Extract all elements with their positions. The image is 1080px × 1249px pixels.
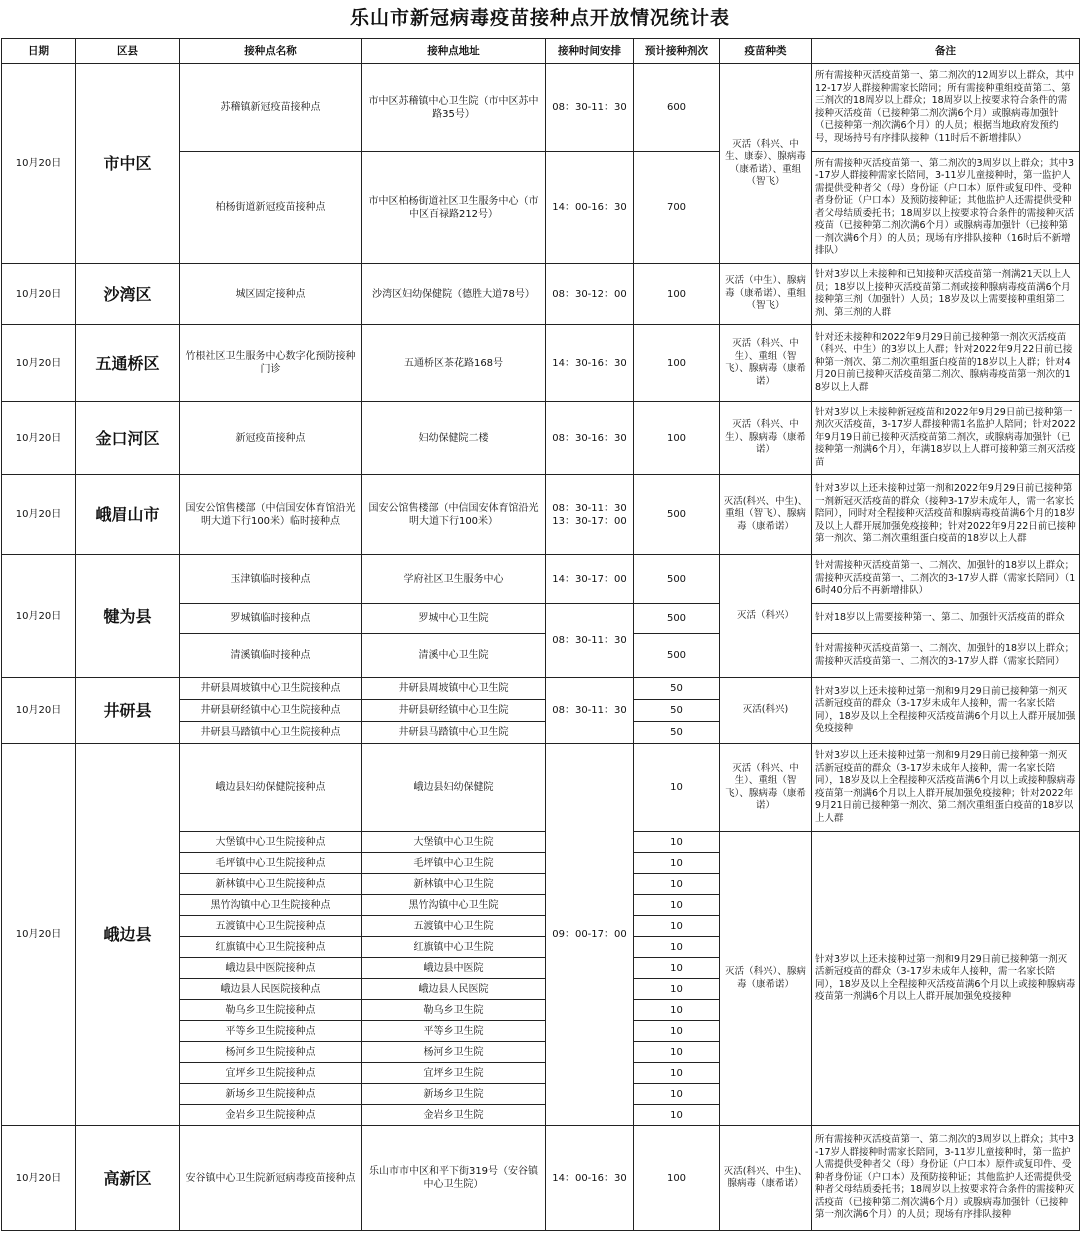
doses-cell: 50 — [634, 700, 720, 722]
doses-cell: 10 — [634, 853, 720, 874]
site-name-cell: 金岩乡卫生院接种点 — [180, 1105, 362, 1126]
site-name-cell: 井研县研经镇中心卫生院接种点 — [180, 700, 362, 722]
address-cell: 妇幼保健院二楼 — [362, 402, 546, 475]
district-cell: 沙湾区 — [76, 264, 180, 325]
site-name-cell: 城区固定接种点 — [180, 264, 362, 325]
doses-cell: 500 — [634, 634, 720, 678]
doses-cell: 100 — [634, 325, 720, 402]
doses-cell: 100 — [634, 402, 720, 475]
vaccine-cell: 灭活(科兴) — [720, 678, 812, 744]
header-doses: 预计接种剂次 — [634, 39, 720, 64]
note-cell: 针对3岁以上未接种新冠疫苗和2022年9月29日前已接种第一剂次灭活疫苗，3-17岁人群接种需1名监护人陪同；针对2022年9月19日前已接种灭活疫苗第二剂次，或腺病毒加强针（已接种第一剂满6个月），年满18岁以上人群可接种第三剂灭活疫苗 — [812, 402, 1080, 475]
table-row — [2, 402, 1080, 475]
site-name-cell: 井研县马踏镇中心卫生院接种点 — [180, 722, 362, 744]
address-cell: 红旗镇中心卫生院 — [362, 937, 546, 958]
doses-cell: 50 — [634, 722, 720, 744]
address-cell: 新场乡卫生院 — [362, 1084, 546, 1105]
site-name-cell: 毛坪镇中心卫生院接种点 — [180, 853, 362, 874]
address-cell: 井研县马踏镇中心卫生院 — [362, 722, 546, 744]
address-cell: 五渡镇中心卫生院 — [362, 916, 546, 937]
note-cell: 针对需接种灭活疫苗第一、二剂次、加强针的18岁以上群众；需接种灭活疫苗第一、二剂次的3-17岁人群（需家长陪同）（16时40分后不再新增排队） — [812, 555, 1080, 604]
header-notes: 备注 — [812, 39, 1080, 64]
date-cell: 10月20日 — [2, 744, 76, 1126]
date-cell: 10月20日 — [2, 264, 76, 325]
table-row — [2, 325, 1080, 402]
header-date: 日期 — [2, 39, 76, 64]
site-name-cell: 玉津镇临时接种点 — [180, 555, 362, 604]
doses-cell: 10 — [634, 1000, 720, 1021]
doses-cell: 500 — [634, 475, 720, 555]
doses-cell: 500 — [634, 555, 720, 604]
address-cell: 乐山市市中区和平下街319号（安谷镇中心卫生院） — [362, 1126, 546, 1231]
site-name-cell: 五渡镇中心卫生院接种点 — [180, 916, 362, 937]
table-row — [2, 555, 1080, 604]
header-vaccine: 疫苗种类 — [720, 39, 812, 64]
note-cell: 所有需接种灭活疫苗第一、第二剂次的3周岁以上群众；其中3-17岁人群接种需家长陪同，3-11岁儿童接种时，第一监护人需提供受种者父（母）身份证（户口本）原件或复印件、受种者身份证（户口本）及预防接种证；其他监护人还需提供受种者父母结质委托书；18周岁以上按要求符合条件的需接种灭活疫苗（已接种第二剂次满6个月）或腺病毒加强针（已接种第一剂次满6个月）的人员；现场有序排队接种（16时后不新增排队） — [812, 152, 1080, 264]
page-title: 乐山市新冠病毒疫苗接种点开放情况统计表 — [349, 7, 730, 29]
vaccine-cell: 灭活（科兴、中生）、重组（智飞）、腺病毒（康希诺） — [720, 325, 812, 402]
address-cell: 杨河乡卫生院 — [362, 1042, 546, 1063]
vaccination-sites-table — [1, 38, 1080, 1231]
vaccine-cell: 灭活（科兴） — [720, 555, 812, 678]
district-cell: 五通桥区 — [76, 325, 180, 402]
vaccine-cell: 灭活（科兴、中生）、腺病毒（康希诺） — [720, 402, 812, 475]
address-cell: 井研县研经镇中心卫生院 — [362, 700, 546, 722]
table-row — [2, 1126, 1080, 1231]
site-name-cell: 井研县周坡镇中心卫生院接种点 — [180, 678, 362, 700]
site-name-cell: 新林镇中心卫生院接种点 — [180, 874, 362, 895]
time-cell: 14：00-16：30 — [546, 1126, 634, 1231]
date-cell: 10月20日 — [2, 555, 76, 678]
note-cell: 针对需接种灭活疫苗第一、二剂次、加强针的18岁以上群众；需接种灭活疫苗第一、二剂次的3-17岁人群（需家长陪同） — [812, 634, 1080, 678]
table-row — [2, 678, 1080, 700]
doses-cell: 10 — [634, 1042, 720, 1063]
address-cell: 沙湾区妇幼保健院（德胜大道78号） — [362, 264, 546, 325]
note-cell: 针对3岁以上还未接种过第一剂和9月29日前已接种第一剂灭活新冠疫苗的群众（3-17岁未成年人接种，需一名家长陪同），18岁及以上全程接种灭活疫苗满6个月以上或接种腺病毒疫苗第一剂满6个月以上人群开展加强免疫接种 — [812, 832, 1080, 1126]
doses-cell: 10 — [634, 895, 720, 916]
date-cell: 10月20日 — [2, 678, 76, 744]
address-cell: 学府社区卫生服务中心 — [362, 555, 546, 604]
doses-cell: 100 — [634, 264, 720, 325]
time-cell: 14：30-16：30 — [546, 325, 634, 402]
site-name-cell: 杨河乡卫生院接种点 — [180, 1042, 362, 1063]
site-name-cell: 峨边县人民医院接种点 — [180, 979, 362, 1000]
doses-cell: 10 — [634, 1021, 720, 1042]
district-cell: 峨边县 — [76, 744, 180, 1126]
site-name-cell: 柏杨街道新冠疫苗接种点 — [180, 152, 362, 264]
site-name-cell: 大堡镇中心卫生院接种点 — [180, 832, 362, 853]
note-cell: 所有需接种灭活疫苗第一、第二剂次的3周岁以上群众；其中3-17岁人群接种时需家长陪同，3-11岁儿童接种时，第一监护人需提供受种者父（母）身份证（户口本）原件或复印件、受种者身份证（户口本）及预防接种证；其他监护人还需提供受种者父母结质委托书；18周岁以上按要求符合条件的需接种灭活疫苗（已接种第二剂次满6个月）或腺病毒加强针（已接种第一剂次满6个月）的人员；现场有序排队接种 — [812, 1126, 1080, 1231]
district-cell: 高新区 — [76, 1126, 180, 1231]
time-cell: 14：00-16：30 — [546, 152, 634, 264]
vaccine-cell: 灭活（科兴、中生）、重组（智飞）、腺病毒（康希诺） — [720, 744, 812, 832]
address-cell: 大堡镇中心卫生院 — [362, 832, 546, 853]
header-address: 接种点地址 — [362, 39, 546, 64]
table-row — [2, 64, 1080, 152]
address-cell: 市中区柏杨街道社区卫生服务中心（市中区百禄路212号） — [362, 152, 546, 264]
address-cell: 井研县周坡镇中心卫生院 — [362, 678, 546, 700]
district-cell: 犍为县 — [76, 555, 180, 678]
site-name-cell: 新冠疫苗接种点 — [180, 402, 362, 475]
site-name-cell: 宜坪乡卫生院接种点 — [180, 1063, 362, 1084]
doses-cell: 10 — [634, 937, 720, 958]
time-cell: 08：30-11：30 — [546, 604, 634, 678]
doses-cell: 10 — [634, 744, 720, 832]
date-cell: 10月20日 — [2, 325, 76, 402]
note-cell: 针对还未接种和2022年9月29日前已接种第一剂次灭活疫苗（科兴、中生）的3岁以上人群；针对2022年9月22日前已接种第一剂次、第二剂次重组蛋白疫苗的18岁以上人群；针对4月20日前已接种灭活疫苗第二剂次、腺病毒疫苗第一剂次的18岁以上人群 — [812, 325, 1080, 402]
site-name-cell: 峨边县妇幼保健院接种点 — [180, 744, 362, 832]
doses-cell: 600 — [634, 64, 720, 152]
address-cell: 金岩乡卫生院 — [362, 1105, 546, 1126]
header-time: 接种时间安排 — [546, 39, 634, 64]
address-cell: 平等乡卫生院 — [362, 1021, 546, 1042]
address-cell: 黑竹沟镇中心卫生院 — [362, 895, 546, 916]
time-cell: 09：00-17：00 — [546, 744, 634, 1126]
time-cell: 08：30-16：30 — [546, 402, 634, 475]
date-cell: 10月20日 — [2, 64, 76, 264]
time-cell: 14：30-17：00 — [546, 555, 634, 604]
doses-cell: 10 — [634, 832, 720, 853]
address-cell: 毛坪镇中心卫生院 — [362, 853, 546, 874]
site-name-cell: 竹根社区卫生服务中心数字化预防接种门诊 — [180, 325, 362, 402]
table-header-row — [2, 39, 1080, 64]
district-cell: 市中区 — [76, 64, 180, 264]
doses-cell: 500 — [634, 604, 720, 634]
vaccine-cell: 灭活(科兴、中生)、重组（智飞）、腺病毒（康希诺） — [720, 475, 812, 555]
doses-cell: 10 — [634, 979, 720, 1000]
doses-cell: 50 — [634, 678, 720, 700]
site-name-cell: 罗城镇临时接种点 — [180, 604, 362, 634]
site-name-cell: 新场乡卫生院接种点 — [180, 1084, 362, 1105]
address-cell: 峨边县人民医院 — [362, 979, 546, 1000]
vaccine-cell: 灭活（科兴、中生、康泰）、腺病毒（康希诺）、重组（智飞） — [720, 64, 812, 264]
doses-cell: 10 — [634, 874, 720, 895]
address-cell: 清溪中心卫生院 — [362, 634, 546, 678]
table-row — [2, 264, 1080, 325]
address-cell: 宜坪乡卫生院 — [362, 1063, 546, 1084]
site-name-cell: 清溪镇临时接种点 — [180, 634, 362, 678]
header-district: 区县 — [76, 39, 180, 64]
table-row — [2, 744, 1080, 832]
address-cell: 峨边县中医院 — [362, 958, 546, 979]
doses-cell: 700 — [634, 152, 720, 264]
site-name-cell: 黑竹沟镇中心卫生院接种点 — [180, 895, 362, 916]
doses-cell: 10 — [634, 1063, 720, 1084]
time-cell — [546, 475, 634, 555]
note-cell: 针对18岁以上需要接种第一、第二、加强针灭活疫苗的群众 — [812, 604, 1080, 634]
vaccine-cell: 灭活（科兴）、腺病毒（康希诺） — [720, 832, 812, 1126]
address-cell: 新林镇中心卫生院 — [362, 874, 546, 895]
note-cell: 所有需接种灭活疫苗第一、第二剂次的12周岁以上群众，其中12-17岁人群接种需家长陪同；所有需接种重组疫苗第二、第三剂次的18周岁以上群众；18周岁以上按要求符合条件的需接种灭活疫苗（已接种第二剂次满6个月）或腺病毒加强针（已接种第一剂次满6个月）的人员；根据当地政府发预约号，现场持号有序排队接种（11时后不新增排队） — [812, 64, 1080, 152]
time-cell: 08：30-11：30 — [546, 678, 634, 744]
address-cell: 五通桥区茶花路168号 — [362, 325, 546, 402]
doses-cell: 100 — [634, 1126, 720, 1231]
address-cell: 市中区苏稽镇中心卫生院（市中区苏中路35号） — [362, 64, 546, 152]
note-cell: 针对3岁以上还未接种过第一剂和2022年9月29日前已接种第一剂新冠灭活疫苗的群众（接种3-17岁未成年人，需一名家长陪同），同时对全程接种灭活疫苗和腺病毒疫苗满6个月的18岁及以上人群开展加强免疫接种；针对2022年9月22日前已接种第一剂次、第二剂次重组蛋白疫苗的18岁以上人群 — [812, 475, 1080, 555]
time-cell: 08：30-12：00 — [546, 264, 634, 325]
district-cell: 井研县 — [76, 678, 180, 744]
date-cell: 10月20日 — [2, 1126, 76, 1231]
vaccine-cell: 灭活（中生）、腺病毒（康希诺）、重组（智飞） — [720, 264, 812, 325]
doses-cell: 10 — [634, 916, 720, 937]
note-cell: 针对3岁以上未接种和已知接种灭活疫苗第一剂满21天以上人员；18岁以上接种灭活疫苗第二剂或接种腺病毒疫苗满6个月接种第三剂（加强针）人员；18岁及以上需要接种重组第二剂、第三剂的人群 — [812, 264, 1080, 325]
time-morning: 08：30-11：30 — [552, 502, 627, 514]
note-cell: 针对3岁以上还未接种过第一剂和9月29日前已接种第一剂灭活新冠疫苗的群众（3-17岁未成年人接种，需一名家长陪同），18岁及以上全程接种灭活疫苗满6个月以上或接种腺病毒疫苗第一剂满6个月以上人群开展加强免疫接种；针对2022年9月21日前已接种第一剂次、第二剂次重组蛋白疫苗的18岁以上人群 — [812, 744, 1080, 832]
doses-cell: 10 — [634, 958, 720, 979]
site-name-cell: 平等乡卫生院接种点 — [180, 1021, 362, 1042]
district-cell: 金口河区 — [76, 402, 180, 475]
vaccine-cell: 灭活(科兴、中生)、腺病毒（康希诺） — [720, 1126, 812, 1231]
note-cell: 针对3岁以上还未接种过第一剂和9月29日前已接种第一剂灭活新冠疫苗的群众（3-17岁未成年人接种，需一名家长陪同），18岁及以上全程接种灭活疫苗满6个月以上人群开展加强免疫接种 — [812, 678, 1080, 744]
doses-cell: 10 — [634, 1084, 720, 1105]
table-row — [2, 475, 1080, 555]
date-cell: 10月20日 — [2, 475, 76, 555]
site-name-cell: 峨边县中医院接种点 — [180, 958, 362, 979]
doses-cell: 10 — [634, 1105, 720, 1126]
site-name-cell: 红旗镇中心卫生院接种点 — [180, 937, 362, 958]
address-cell: 峨边县妇幼保健院 — [362, 744, 546, 832]
header-site-name: 接种点名称 — [180, 39, 362, 64]
time-afternoon: 13：30-17：00 — [552, 515, 627, 527]
address-cell: 国安公馆售楼部（中信国安体育馆沿光明大道下行100米） — [362, 475, 546, 555]
date-cell: 10月20日 — [2, 402, 76, 475]
address-cell: 罗城中心卫生院 — [362, 604, 546, 634]
address-cell: 勒乌乡卫生院 — [362, 1000, 546, 1021]
site-name-cell: 安谷镇中心卫生院新冠病毒疫苗接种点 — [180, 1126, 362, 1231]
district-cell: 峨眉山市 — [76, 475, 180, 555]
site-name-cell: 国安公馆售楼部（中信国安体育馆沿光明大道下行100米）临时接种点 — [180, 475, 362, 555]
time-cell: 08：30-11：30 — [546, 64, 634, 152]
site-name-cell: 苏稽镇新冠疫苗接种点 — [180, 64, 362, 152]
site-name-cell: 勒乌乡卫生院接种点 — [180, 1000, 362, 1021]
